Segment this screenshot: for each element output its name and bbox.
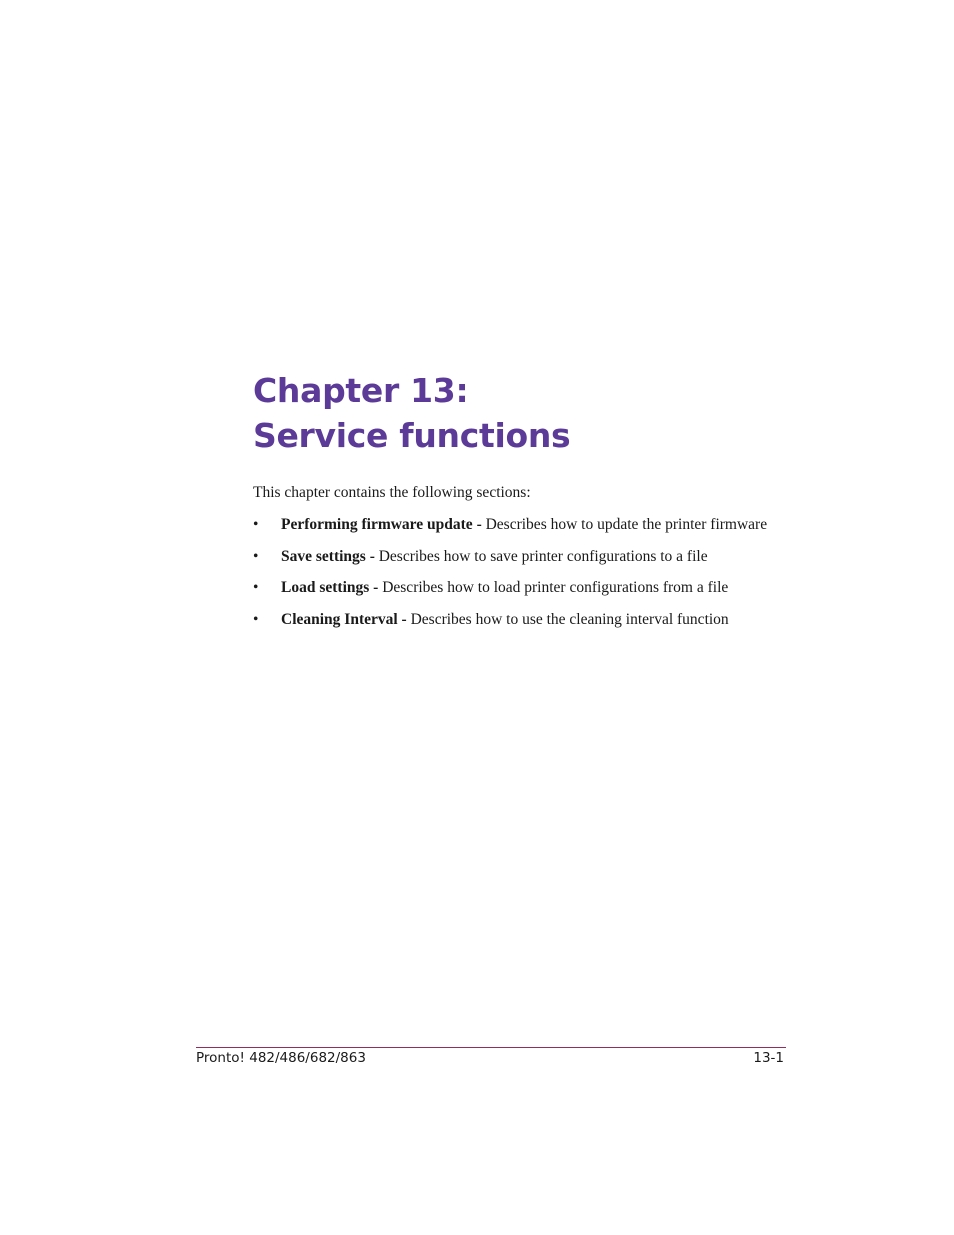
bullet-icon: • xyxy=(253,579,259,596)
list-item xyxy=(253,610,783,630)
footer-product-name: Pronto! 482/486/682/863 xyxy=(196,1050,366,1066)
intro-paragraph: This chapter contains the following sections: xyxy=(253,484,531,501)
list-item xyxy=(253,547,783,567)
chapter-title xyxy=(253,368,570,458)
section-description: Describes how to save printer configurations to a file xyxy=(374,547,708,565)
footer-page-number: 13-1 xyxy=(753,1050,784,1066)
chapter-title-line-1: Chapter 13: xyxy=(253,371,469,410)
footer-divider xyxy=(196,1047,786,1048)
section-description: Describes how to use the cleaning interval function xyxy=(406,610,729,628)
section-description: Describes how to load printer configurations from a file xyxy=(378,579,729,596)
bullet-icon: • xyxy=(253,516,259,533)
section-description: Describes how to update the printer firmware xyxy=(481,516,768,533)
section-name: Cleaning Interval - xyxy=(281,610,407,628)
list-item xyxy=(253,515,783,535)
section-name: Save settings - xyxy=(281,547,375,565)
section-name: Load settings - xyxy=(281,579,379,596)
list-item xyxy=(253,578,783,598)
bullet-icon: • xyxy=(253,547,259,565)
chapter-title-line-2: Service functions xyxy=(253,416,571,455)
section-list xyxy=(253,515,783,641)
bullet-icon: • xyxy=(253,610,259,628)
section-name: Performing firmware update - xyxy=(281,516,482,533)
